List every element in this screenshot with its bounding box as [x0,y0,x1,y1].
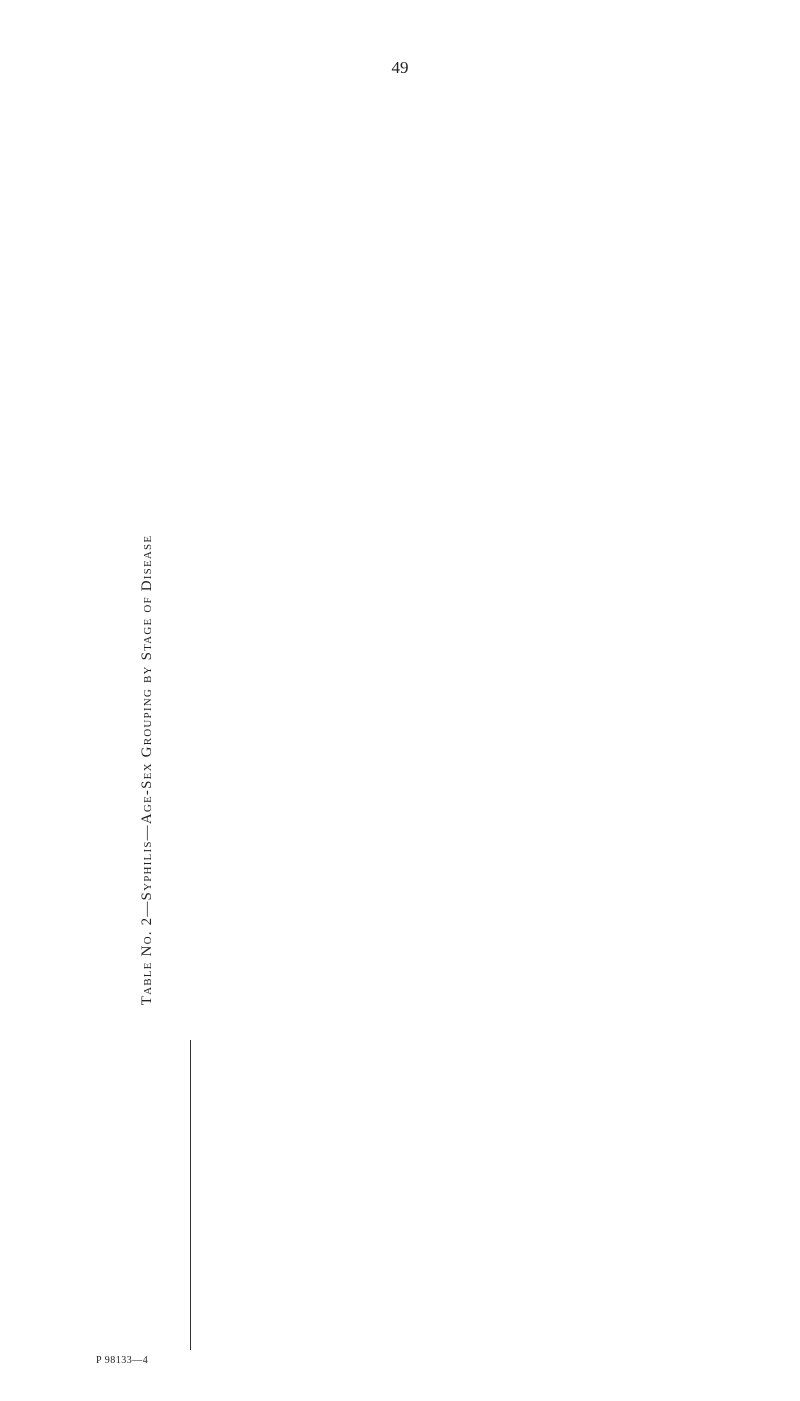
syphilis-table [190,80,675,1350]
page-number: 49 [391,58,409,77]
rotated-table-container [190,80,630,1350]
stage-header [191,1040,236,1350]
footer-code: P 98133—4 [96,1355,149,1366]
table-caption: Table No. 2—Syphilis—Age-Sex Grouping by Stage of Disease [139,534,155,1006]
table-body [235,80,675,1350]
